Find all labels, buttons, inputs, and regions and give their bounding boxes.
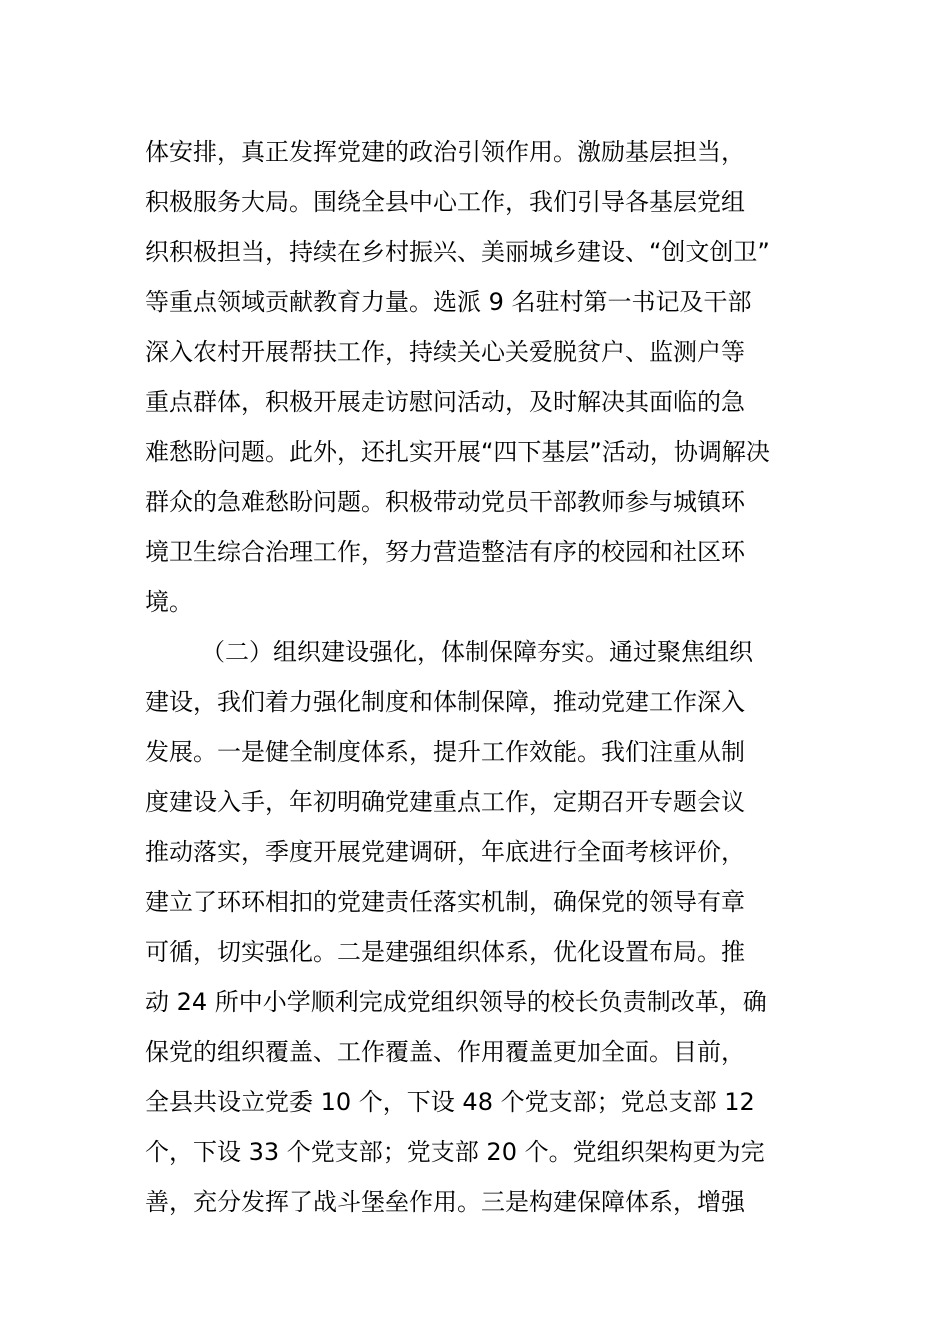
text-line: 动 24 所中小学顺利完成党组织领导的校长负责制改革，确 [145, 988, 767, 1016]
text-line: 体安排，真正发挥党建的政治引领作用。激励基层担当， [145, 138, 745, 166]
text-line: 可循，切实强化。二是建强组织体系，优化设置布局。推 [145, 938, 745, 966]
body-text [145, 127, 809, 1227]
text-line: 善，充分发挥了战斗堡垒作用。三是构建保障体系，增强 [145, 1188, 745, 1216]
paragraph-1 [145, 127, 809, 627]
text-line: 境卫生综合治理工作，努力营造整洁有序的校园和社区环 [145, 538, 745, 566]
text-line: 深入农村开展帮扶工作，持续关心关爱脱贫户、监测户等 [145, 338, 745, 366]
text-line: 个，下设 33 个党支部；党支部 20 个。党组织架构更为完 [145, 1138, 765, 1166]
text-line: 度建设入手，年初明确党建重点工作，定期召开专题会议 [145, 788, 745, 816]
text-line: 保党的组织覆盖、工作覆盖、作用覆盖更加全面。目前， [145, 1038, 745, 1066]
section-heading-line: （二）组织建设强化，体制保障夯实。通过聚焦组织 [201, 638, 753, 666]
text-line: 织积极担当，持续在乡村振兴、美丽城乡建设、“创文创卫” [145, 238, 770, 266]
text-line: 难愁盼问题。此外，还扎实开展“四下基层”活动，协调解决 [145, 438, 770, 466]
text-line: 境。 [145, 588, 193, 616]
text-line: 积极服务大局。围绕全县中心工作，我们引导各基层党组 [145, 188, 745, 216]
paragraph-2 [145, 627, 809, 1227]
text-line: 建立了环环相扣的党建责任落实机制，确保党的领导有章 [145, 888, 745, 916]
text-line: 等重点领域贡献教育力量。选派 9 名驻村第一书记及干部 [145, 288, 752, 316]
text-line: 重点群体，积极开展走访慰问活动，及时解决其面临的急 [145, 388, 745, 416]
text-line: 群众的急难愁盼问题。积极带动党员干部教师参与城镇环 [145, 488, 745, 516]
text-line: 全县共设立党委 10 个，下设 48 个党支部；党总支部 12 [145, 1088, 755, 1116]
text-line: 推动落实，季度开展党建调研，年底进行全面考核评价， [145, 838, 745, 866]
text-line: 建设，我们着力强化制度和体制保障，推动党建工作深入 [145, 688, 745, 716]
text-line: 发展。一是健全制度体系，提升工作效能。我们注重从制 [145, 738, 745, 766]
